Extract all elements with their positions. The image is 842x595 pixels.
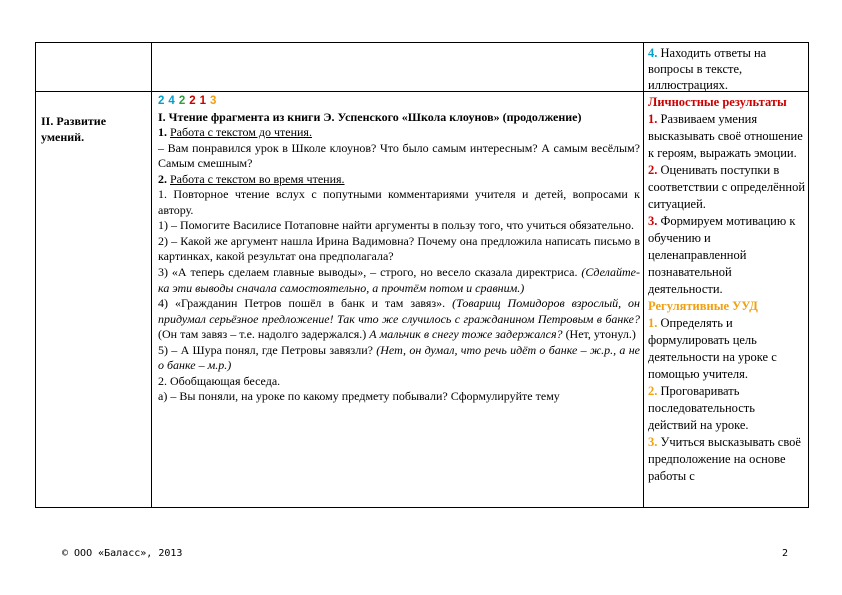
color-digit: 2 xyxy=(178,95,186,107)
question-text: 3) «А теперь сделаем главные выводы», – строго, но весело сказала директриса. xyxy=(158,265,578,280)
step-heading: Работа с текстом во время чтения. xyxy=(170,171,345,186)
item-number: 3. xyxy=(648,214,658,228)
item-number: 2. xyxy=(648,384,658,398)
step-heading: Работа с текстом до чтения. xyxy=(170,125,312,140)
step-text: – Вам понравился урок в Школе клоунов? Что было самым интересным? А самым весёлым? Самым смешным? xyxy=(158,140,640,171)
result-text: Оценивать поступки в соответствии с определённой ситуацией. xyxy=(648,163,806,211)
question-answer: (Нет, утонул.) xyxy=(565,327,636,342)
lesson-table xyxy=(35,42,809,508)
question-1: 1) – Помогите Василисе Потаповне найти аргументы в пользу того, что учиться обязательно. xyxy=(158,218,634,233)
question-5 xyxy=(158,343,640,374)
personal-results-heading: Личностные результаты xyxy=(648,95,787,109)
question-text: 4) «Гражданин Петров пошёл в банк и там завяз». xyxy=(158,296,446,311)
result-text: Проговаривать последовательность действий на уроке. xyxy=(648,384,755,432)
step-text: а) – Вы поняли, на уроке по какому предмету побывали? Сформулируйте тему xyxy=(158,389,560,404)
regulative-heading: Регулятивные УУД xyxy=(648,299,758,313)
step-number: 1. xyxy=(158,125,167,140)
column-divider-2 xyxy=(643,43,644,507)
result-text: Определять и формулировать цель деятельности на уроке с помощью учителя. xyxy=(648,316,777,381)
item-number: 1. xyxy=(648,112,658,126)
column-divider-1 xyxy=(151,43,152,507)
result-text: Формируем мотивацию к обучению и целенаправленной познавательной деятельности. xyxy=(648,214,796,296)
question-note: (Товарищ Помидоров взрослый, он придумал серьёзное предложение! Так что же случилось с гражданином Петровым в банке? xyxy=(158,296,640,326)
color-digit: 4 xyxy=(168,95,175,107)
item-number: 4. xyxy=(648,46,658,60)
footer-copyright: © ООО «Баласс», 2013 xyxy=(62,548,183,559)
results-cell xyxy=(648,94,806,485)
item-number: 2. xyxy=(648,163,658,177)
question-note: А мальчик в снегу тоже задержался? xyxy=(369,327,563,342)
activity-cell xyxy=(158,93,640,405)
item-number: 1. xyxy=(648,316,658,330)
page-number: 2 xyxy=(782,548,789,559)
question-3 xyxy=(158,265,640,296)
result-text: Учиться высказывать своё предположение на основе работы с xyxy=(648,435,801,483)
color-digits xyxy=(158,93,640,110)
color-digit: 3 xyxy=(210,95,217,107)
color-digit: 2 xyxy=(158,95,165,107)
result-text: Находить ответы на вопросы в тексте, иллюстрациях. xyxy=(648,46,767,92)
row1-results-cell xyxy=(648,45,806,93)
question-2: 2) – Какой же аргумент нашла Ирина Вадимовна? Почему она предложила написать письмо в картинках, какой результат она предполагала? xyxy=(158,233,640,264)
color-digit: 1 xyxy=(199,95,207,107)
question-note: (Сделайте-ка эти выводы сначала самостоятельно, а прочтём потом и сравним.) xyxy=(158,265,640,295)
section-title: I. Чтение фрагмента из книги Э. Успенского «Школа клоунов» (продолжение) xyxy=(158,109,582,124)
result-text: Развиваем умения высказывать своё отношение к героям, выражать эмоции. xyxy=(648,112,803,160)
color-digit: 2 xyxy=(189,95,196,107)
step-heading: 2. Обобщающая беседа. xyxy=(158,373,281,388)
step-number: 2. xyxy=(158,171,167,186)
question-text: 5) – А Шура понял, где Петровы завязли? xyxy=(158,342,373,357)
stage-cell xyxy=(41,113,149,145)
question-answer: (Он там завяз – т.е. надолго задержался.) xyxy=(158,327,367,342)
question-4 xyxy=(158,296,640,343)
question-note: (Нет, он думал, что речь идёт о банке – ж.р., а не о банке – м.р.) xyxy=(158,342,640,373)
step-text: 1. Повторное чтение вслух с попутными комментариями учителя и детей, вопросами к автору. xyxy=(158,187,640,217)
stage-label: II. Развитие умений. xyxy=(41,114,107,144)
item-number: 3. xyxy=(648,435,658,449)
